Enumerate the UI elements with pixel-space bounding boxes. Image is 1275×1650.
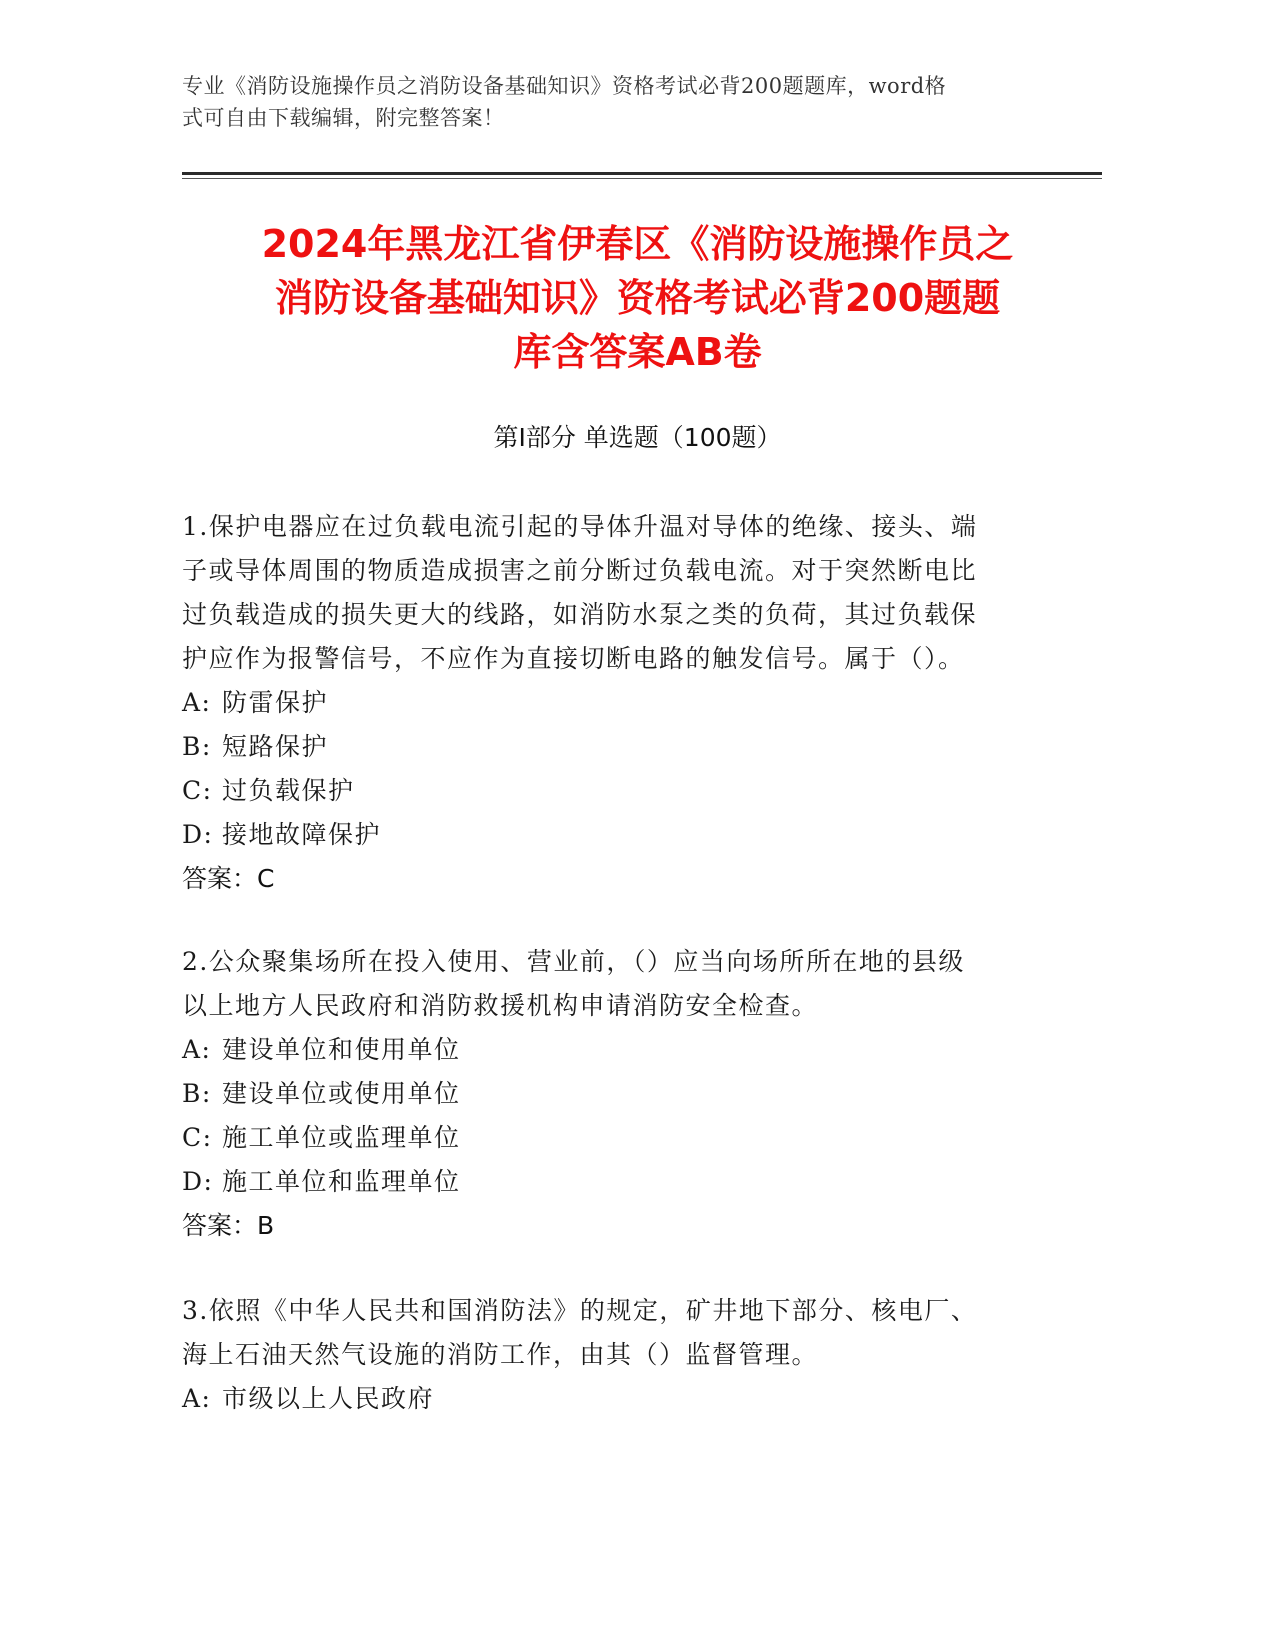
option-text: 市级以上人民政府 [222, 1384, 435, 1413]
option-c [182, 1116, 1082, 1160]
question-stem-line: 3.依照《中华人民共和国消防法》的规定，矿井地下部分、核电厂、 [182, 1296, 978, 1325]
header-note [182, 70, 1072, 134]
option-b [182, 725, 1082, 769]
option-text: 短路保护 [222, 732, 329, 761]
section-title: 第Ⅰ部分 单选题（100题） [493, 423, 782, 452]
option-key: D: [182, 820, 214, 849]
option-key: A: [182, 688, 212, 717]
option-text: 接地故障保护 [222, 820, 382, 849]
option-key: B: [182, 732, 212, 761]
question-stem-line: 过负载造成的损失更大的线路，如消防水泵之类的负荷，其过负载保 [182, 600, 978, 629]
option-key: C: [182, 776, 213, 805]
question-1 [182, 505, 1082, 901]
question-stem-line: 1.保护电器应在过负载电流引起的导体升温对导体的绝缘、接头、端 [182, 512, 978, 541]
question-stem-line: 以上地方人民政府和消防救援机构申请消防安全检查。 [182, 991, 819, 1020]
option-d [182, 813, 1082, 857]
option-key: A: [182, 1384, 212, 1413]
question-stem-line: 子或导体周围的物质造成损害之前分断过负载电流。对于突然断电比 [182, 556, 978, 585]
header-divider-thick [182, 172, 1102, 175]
question-2 [182, 940, 1082, 1248]
option-text: 过负载保护 [222, 776, 355, 805]
option-c [182, 769, 1082, 813]
option-text: 建设单位和使用单位 [222, 1035, 461, 1064]
document-title-line-2: 消防设备基础知识》资格考试必背200题题 [274, 276, 1001, 320]
option-a [182, 681, 1082, 725]
option-text: 施工单位或监理单位 [222, 1123, 461, 1152]
answer-line: 答案：C [182, 864, 275, 893]
header-divider-thin [182, 178, 1102, 179]
option-b [182, 1072, 1082, 1116]
answer-line: 答案：B [182, 1211, 275, 1240]
question-stem-line: 护应作为报警信号，不应作为直接切断电路的触发信号。属于（）。 [182, 644, 965, 673]
header-note-line-2: 式可自由下载编辑，附完整答案！ [182, 106, 505, 130]
header-note-line-1: 专业《消防设施操作员之消防设备基础知识》资格考试必背200题题库，word格 [182, 74, 947, 98]
document-title-line-3: 库含答案AB卷 [513, 330, 762, 374]
option-key: B: [182, 1079, 212, 1108]
question-stem-line: 2.公众聚集场所在投入使用、营业前，（）应当向场所所在地的县级 [182, 947, 965, 976]
option-text: 防雷保护 [222, 688, 329, 717]
question-3 [182, 1289, 1082, 1421]
document-title-line-1: 2024年黑龙江省伊春区《消防设施操作员之 [261, 222, 1014, 266]
option-a [182, 1377, 1082, 1421]
option-text: 建设单位或使用单位 [222, 1079, 461, 1108]
question-stem-line: 海上石油天然气设施的消防工作，由其（）监督管理。 [182, 1340, 819, 1369]
option-key: C: [182, 1123, 213, 1152]
document-title [150, 217, 1125, 379]
option-key: D: [182, 1167, 214, 1196]
option-text: 施工单位和监理单位 [222, 1167, 461, 1196]
option-key: A: [182, 1035, 212, 1064]
option-a [182, 1028, 1082, 1072]
option-d [182, 1160, 1082, 1204]
